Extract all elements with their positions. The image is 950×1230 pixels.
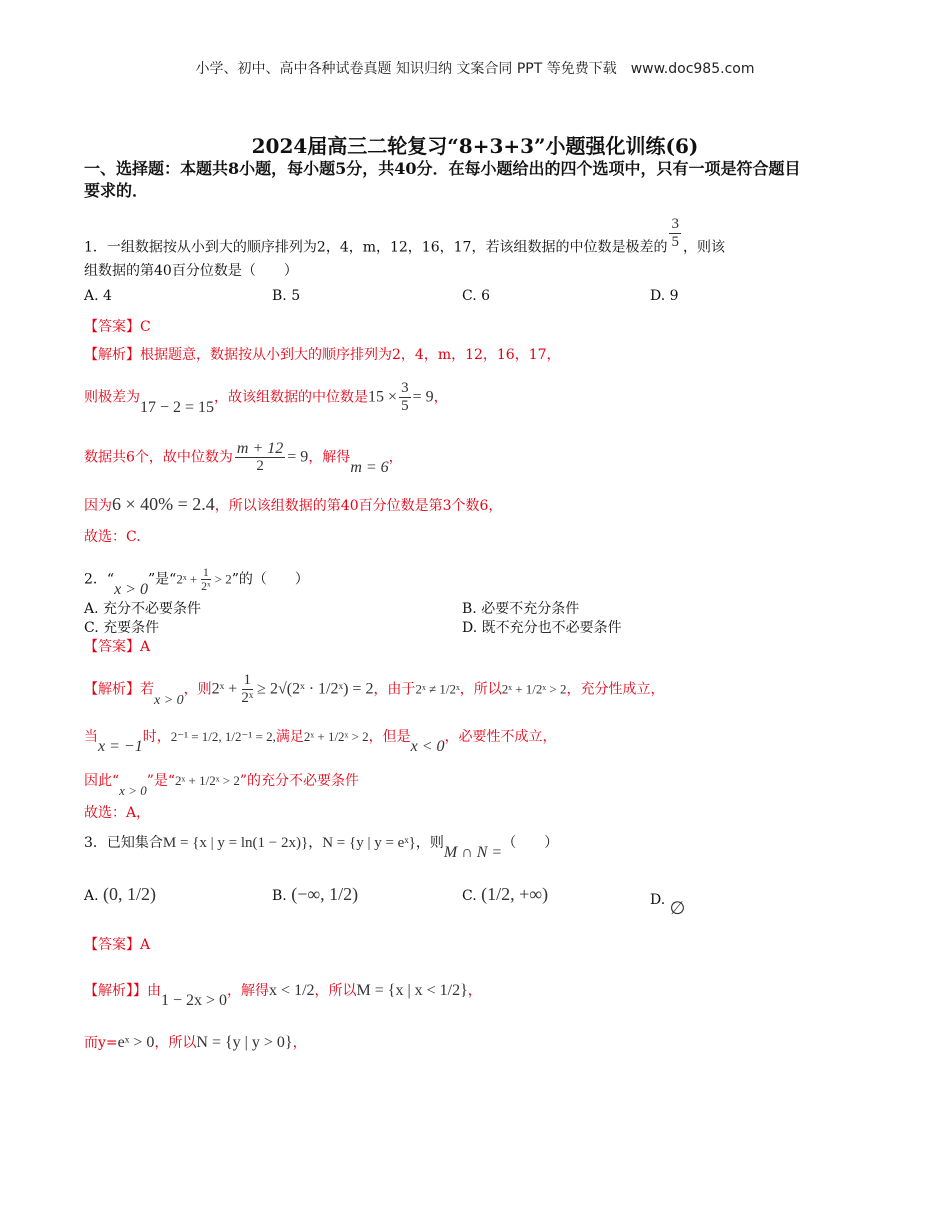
q2-analysis-3: 因此“x > 0”是“2ˣ + 1/2ˣ > 2”的充分不必要条件 (84, 773, 360, 798)
page-title: 2024届高三二轮复习“8+3+3”小题强化训练(6) (251, 134, 699, 158)
q3-option-c: C. (1/2, +∞) (462, 884, 549, 904)
q3-analysis-1: 【解析】】由1 − 2x > 0，解得x < 1/2，所以M = {x | x < 1/2}， (84, 982, 482, 1009)
q3-option-b: B. (−∞, 1/2) (272, 884, 359, 904)
q1-analysis-3: 数据共6个，故中位数为 $\frac{m + 12}{2}$ = 9，解得m = 6， (84, 440, 403, 476)
q1-analysis-4: 因为6 × 40% = 2.4，所以该组数据的第40百分位数是第3个数6， (84, 494, 503, 514)
q2-option-d: D. 既不充分也不必要条件 (462, 620, 622, 636)
q1-option-c: C. 6 (462, 288, 491, 304)
q2-option-a: A. 充分不必要条件 (84, 601, 202, 617)
q2-analysis-4: 故选：A， (84, 805, 151, 821)
q2-stem: 2．“x > 0”是“2ˣ + $\frac{1}{\text{2ˣ}}$ > 2”的（ ） (84, 565, 309, 598)
site-banner: 小学、初中、高中各种试卷真题 知识归纳 文案合同 PPT 等免费下载 www.doc985.com (195, 61, 755, 77)
section-heading: 一、选择题：本题共8小题，每小题5分，共40分．在每小题给出的四个选项中，只有一项是符合题目要求的． (84, 159, 801, 200)
q3-answer: 【答案】A (84, 937, 151, 953)
q1-analysis-5: 故选：C. (84, 529, 141, 545)
q1-option-a: A. 4 (84, 288, 112, 304)
q1-analysis-1: 【解析】根据题意，数据按从小到大的顺序排列为2，4，m，12，16，17， (84, 347, 561, 363)
q2-analysis-2: 当x = −1时，2⁻¹ = 1/2, 1/2⁻¹ = 2,满足2ˣ + 1/2ˣ > 2，但是x < 0，必要性不成立， (84, 729, 557, 755)
q1-analysis-2: 则极差为17 − 2 = 15，故该组数据的中位数是15 × $\frac{3}{5}$ = 9， (84, 380, 448, 416)
q2-option-c: C. 充要条件 (84, 620, 160, 636)
q3-analysis-2: 而y=eˣ > 0，所以N = {y | y > 0}， (84, 1034, 307, 1051)
q2-analysis-1: 【解析】若x > 0，则2ˣ + $\frac{1}{\text{2ˣ}}$ ≥ 2√(2ˣ · 1/2ˣ) = 2，由于2ˣ ≠ 1/2ˣ，所以2ˣ + 1/2ˣ > 2，充分性成立， (84, 672, 665, 708)
q2-option-b: B. 必要不充分条件 (462, 601, 580, 617)
q1-option-b: B. 5 (272, 288, 301, 304)
q3-option-a: A. (0, 1/2) (84, 884, 157, 904)
q1-option-d: D. 9 (650, 288, 679, 304)
q3-option-d: D. ∅ (650, 892, 686, 918)
q1-answer: 【答案】C (84, 319, 151, 335)
q1-stem-line1: 1．一组数据按从小到大的顺序排列为2，4，m，12，16，17，若该组数据的中位数是极差的 $\frac{3}{5}$ ，则该 (84, 216, 725, 256)
q1-stem-line2: 组数据的第40百分位数是（ ） (84, 263, 298, 279)
q2-answer: 【答案】A (84, 639, 151, 655)
q3-stem: 3．已知集合M = {x | y = ln(1 − 2x)}，N = {y | y = eˣ}，则M ∩ N =（ ） (84, 835, 559, 861)
